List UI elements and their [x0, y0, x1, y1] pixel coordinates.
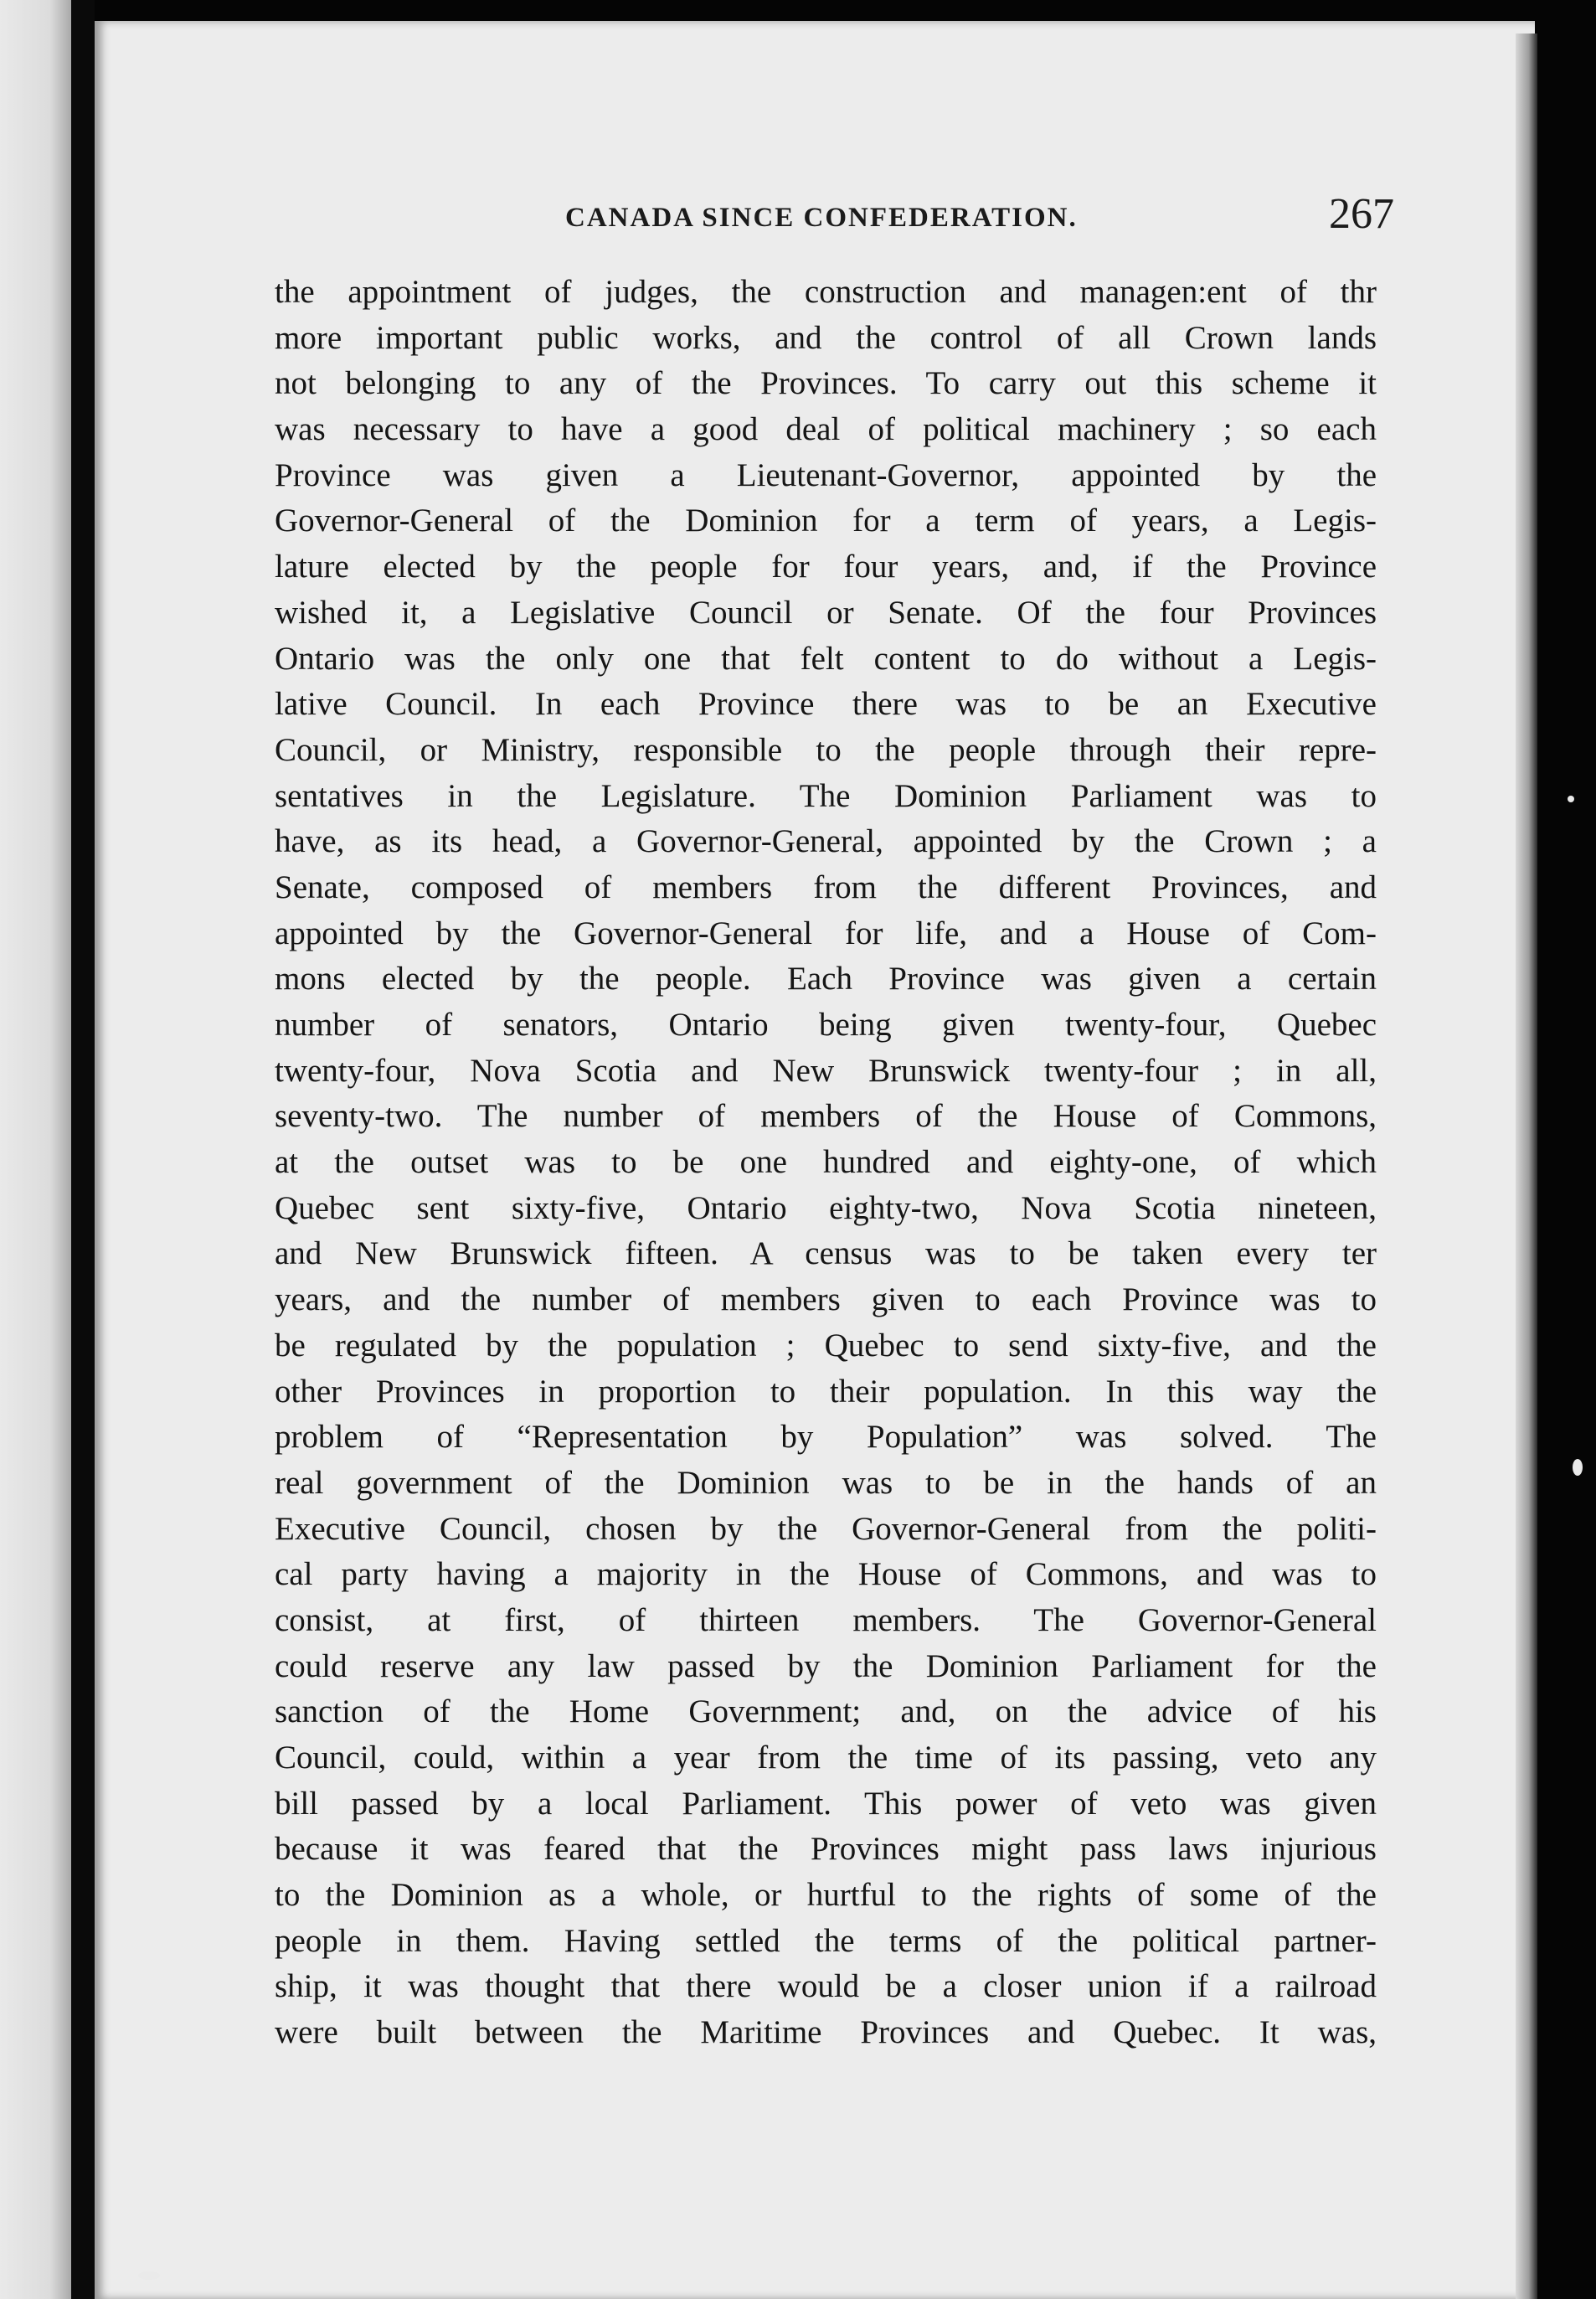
page-right-edge	[1516, 34, 1537, 2299]
text-line: Governor-General of the Dominion for a term of years, a Legis-	[275, 503, 1377, 539]
text-line: wished it, a Legislative Council or Senate. Of the four Provinces	[275, 594, 1377, 631]
text-line: years, and the number of members given to each Province was to	[275, 1281, 1377, 1318]
text-line: the appointment of judges, the construction and managen:ent of thr	[275, 274, 1377, 310]
text-line: be regulated by the population ; Quebec to send sixty-five, and the	[275, 1327, 1377, 1363]
text-line: because it was feared that the Provinces might pass laws injurious	[275, 1831, 1377, 1868]
text-line: and New Brunswick fifteen. A census was to be taken every ter	[275, 1235, 1377, 1272]
text-line: could reserve any law passed by the Dominion Parliament for the	[275, 1647, 1377, 1684]
text-line: Council, could, within a year from the time of its passing, veto any	[275, 1740, 1377, 1776]
scan-speck	[138, 2271, 160, 2280]
page-number: 267	[1329, 190, 1394, 238]
text-line: seventy-two. The number of members of the House of Commons,	[275, 1098, 1377, 1135]
text-line: Ontario was the only one that felt content to do without a Legis-	[275, 640, 1377, 677]
text-line: problem of “Representation by Population” was solved. The	[275, 1419, 1377, 1456]
text-line: was necessary to have a good deal of political machinery ; so each	[275, 411, 1377, 448]
running-title: CANADA SINCE CONFEDERATION.	[565, 203, 1078, 233]
text-line: bill passed by a local Parliament. This power of veto was given	[275, 1785, 1377, 1822]
text-line: sanction of the Home Government; and, on the advice of his	[275, 1693, 1377, 1730]
text-line: mons elected by the people. Each Province was given a certain	[275, 961, 1377, 997]
running-head	[268, 176, 1394, 238]
text-line: to the Dominion as a whole, or hurtful to the rights of some of the	[275, 1877, 1377, 1914]
text-line: number of senators, Ontario being given twenty-four, Quebec	[275, 1007, 1377, 1043]
text-line: ship, it was thought that there would be a closer union if a railroad	[275, 1968, 1377, 2005]
book-gutter	[71, 0, 95, 2299]
text-line: not belonging to any of the Provinces. To carry out this scheme it	[275, 365, 1377, 402]
text-line: Council, or Ministry, responsible to the people through their repre-	[275, 731, 1377, 768]
text-line: lature elected by the people for four years, and, if the Province	[275, 549, 1377, 585]
text-line: Executive Council, chosen by the Governor-General from the politi-	[275, 1510, 1377, 1547]
scan-speck	[1573, 1459, 1583, 1476]
text-line: at the outset was to be one hundred and eighty-one, of which	[275, 1144, 1377, 1181]
text-line: real government of the Dominion was to be in the hands of an	[275, 1464, 1377, 1501]
text-line: sentatives in the Legislature. The Dominion Parliament was to	[275, 777, 1377, 814]
text-line: people in them. Having settled the terms of the political partner-	[275, 1922, 1377, 1959]
text-line: more important public works, and the control of all Crown lands	[275, 319, 1377, 356]
text-line: other Provinces in proportion to their population. In this way the	[275, 1373, 1377, 1410]
text-line: twenty-four, Nova Scotia and New Brunswick twenty-four ; in all,	[275, 1052, 1377, 1089]
body-text	[275, 270, 1377, 2056]
text-line: were built between the Maritime Provinces and Quebec. It was,	[275, 2014, 1377, 2051]
text-line: Province was given a Lieutenant-Governor, appointed by the	[275, 456, 1377, 493]
text-line: consist, at first, of thirteen members. The Governor-General	[275, 1601, 1377, 1638]
text-line: Senate, composed of members from the different Provinces, and	[275, 869, 1377, 905]
facing-page-edge	[0, 0, 71, 2299]
text-line: lative Council. In each Province there was to be an Executive	[275, 686, 1377, 723]
scan-speck	[1568, 796, 1574, 802]
text-line: appointed by the Governor-General for life, and a House of Com-	[275, 915, 1377, 951]
text-line: Quebec sent sixty-five, Ontario eighty-two, Nova Scotia nineteen,	[275, 1189, 1377, 1226]
text-line: cal party having a majority in the House of Commons, and was to	[275, 1556, 1377, 1593]
text-line: have, as its head, a Governor-General, appointed by the Crown ; a	[275, 823, 1377, 860]
